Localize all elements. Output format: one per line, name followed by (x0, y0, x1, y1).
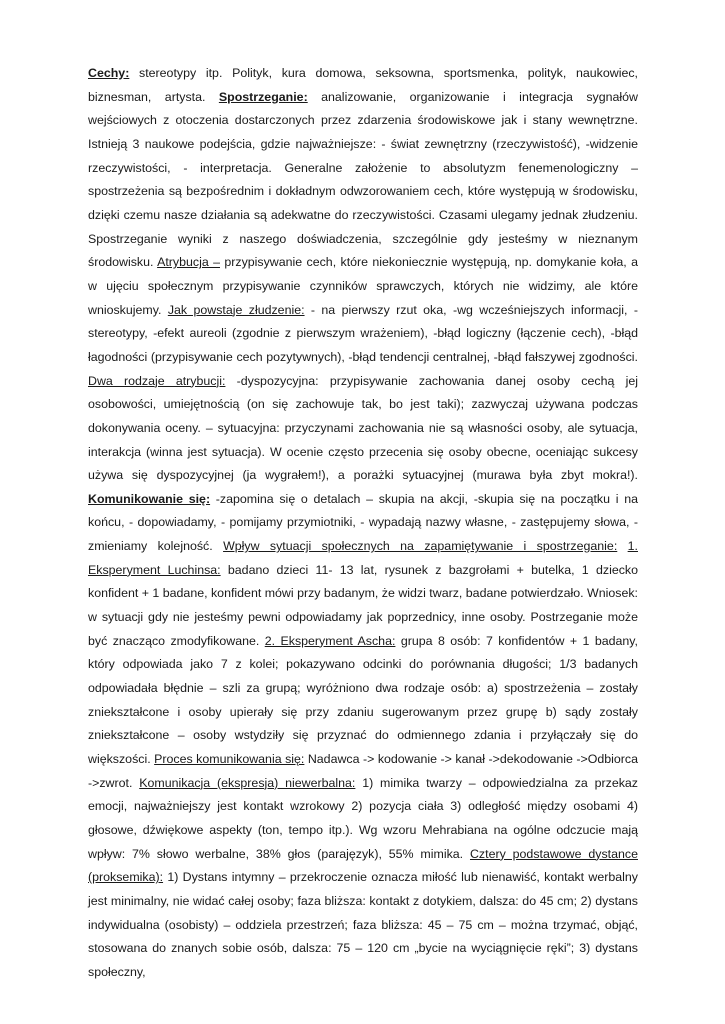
text-run: stereotypy itp. Polityk, kura domowa, seksowna, sportsmenka, polityk, naukowiec, biznesman, artysta. (88, 66, 638, 104)
text-run: grupa 8 osób: 7 konfidentów + 1 badany, który odpowiada jako 7 z kolei; pokazywano odcinki do porównania długości; 1/3 badanych odpowiadała błędnie – szli za grupą; wyróżniono dwa rodzaje osób: a) spostrzeżenia – zostały zniekształcone i osoby upierały się przy zdaniu sugerowanym przez grupę b) sądy zostały zniekształcone – osoby wstydziły się przyznać do odmiennego zdania i przyłączały się do większości. (88, 633, 638, 767)
term-wplyw-sytuacji: Wpływ sytuacji społecznych na zapamiętywanie i spostrzeganie: (223, 539, 618, 554)
text-run: analizowanie, organizowanie i integracja sygnałów wejściowych z otoczenia dostarczonych przez zdarzenia środowiskowe jak i stany wewnętrzne. Istnieją 3 naukowe podejścia, gdzie najważniejsze: - świat zewnętrzny (rzeczywistość), -widzenie rzeczywistości, - interpretacja. Generalne założenie to absolutyzm fenemenologiczny – spostrzeżenia są bezpośrednim i dokładnym odwzorowaniem cech, które występują w środowisku, dzięki czemu nasze działania są adekwatne do rzeczywistości. Czasami ulegamy jednak złudzeniu. Spostrzeganie wyniki z naszego doświadczenia, szczególnie gdy jesteśmy w nieznanym środowisku. (88, 89, 639, 270)
term-eksperyment-luchinsa: 1. Eksperyment Luchinsa: (88, 539, 638, 577)
text-run: badano dzieci 11- 13 lat, rysunek z bazgrołami + butelka, 1 dziecko konfident + 1 badane, konfident mówi przy badanym, że widzi twarz, badane potwierdzało. Wniosek: w sytuacji gdy nie jesteśmy pewni odpowiadamy jak poprzednicy, inne osoby. Postrzeganie może być znacząco zmodyfikowane. (88, 562, 638, 648)
text-run: 1) mimika twarzy – odpowiedzialna za przekaz emocji, najważniejszy jest kontakt wzrokowy 2) pozycja ciała 3) odległość między osobami 4) głosowe, dźwiękowe aspekty (ton, tempo itp.). Wg wzoru Mehrabiana na ogólne odczucie mają wpływ: 7% słowo werbalne, 38% głos (parajęzyk), 55% mimika. (88, 775, 638, 861)
term-spostrzeganie: Spostrzeganie: (218, 89, 308, 104)
text-run: przypisywanie cech, które niekoniecznie występują, np. domykanie koła, a w ujęciu społecznym przypisywanie czynników sprawczych, których nie widzimy, ale które wnioskujemy. (88, 255, 638, 317)
term-cechy: Cechy: (88, 66, 130, 80)
document-page (88, 62, 638, 985)
text-run: -zapomina się o detalach – skupia na akcji, -skupia się na początku i na końcu, - dopowiadamy, - pomijamy przymiotniki, - wypadają nazwy własne, - zastępujemy słowa, - zmieniamy kolejność. (88, 491, 638, 554)
term-proces-komunikowania: Proces komunikowania się: (154, 752, 305, 767)
body-paragraph (88, 62, 638, 985)
term-atrybucja: Atrybucja – (157, 255, 220, 270)
text-run: -dyspozycyjna: przypisywanie zachowania danej osoby cechą jej osobowości, umiejętnością (on się zachowuje tak, bo jest taki); zazwyczaj używana podczas dokonywania oceny. – sytuacyjna: przyczynami zachowania nie są własności osoby, ale sytuacja, interakcja (winna jest sytuacja). W ocenie często przecenia się osoby obecne, oceniając sukcesy używa się dyspozycyjnej (ja wygrałem!), a porażki sytuacyjnej (murawa była zbyt mokra!). (88, 373, 638, 483)
term-rodzaje-atrybucji: Dwa rodzaje atrybucji: (88, 373, 226, 388)
term-komunikacja-niewerbalna: Komunikacja (ekspresja) niewerbalna: (139, 775, 356, 790)
term-zludzenie: Jak powstaje złudzenie: (167, 302, 305, 317)
text-run (617, 539, 627, 553)
text-run: 1) Dystans intymny – przekroczenie oznacza miłość lub nienawiść, kontakt werbalny jest minimalny, nie widać całej osoby; faza bliższa: kontakt z dotykiem, dalsza: do 45 cm; 2) dystans indywidualna (osobisty) – oddziela przestrzeń; faza bliższa: 45 – 75 cm – można trzymać, objąć, stosowana do znanych sobie osób, dalsza: 75 – 120 cm „bycie na wyciągnięcie ręki”; 3) dystans społeczny, (88, 870, 638, 979)
term-eksperyment-ascha: 2. Eksperyment Ascha: (264, 633, 396, 648)
text-run: - na pierwszy rzut oka, -wg wcześniejszych informacji, - stereotypy, -efekt aureoli (zgodnie z pierwszym wrażeniem), -błąd logiczny (łączenie cech), -błąd łagodności (przypisywanie cech pozytywnych), -błąd tendencji centralnej, -błąd fałszywej zgodności. (88, 302, 638, 364)
text-run: Nadawca -> kodowanie -> kanał ->dekodowanie ->Odbiorca ->zwrot. (88, 752, 638, 790)
term-komunikowanie: Komunikowanie się: (88, 491, 211, 506)
term-dystanse: Cztery podstawowe dystance (proksemika): (88, 846, 638, 885)
